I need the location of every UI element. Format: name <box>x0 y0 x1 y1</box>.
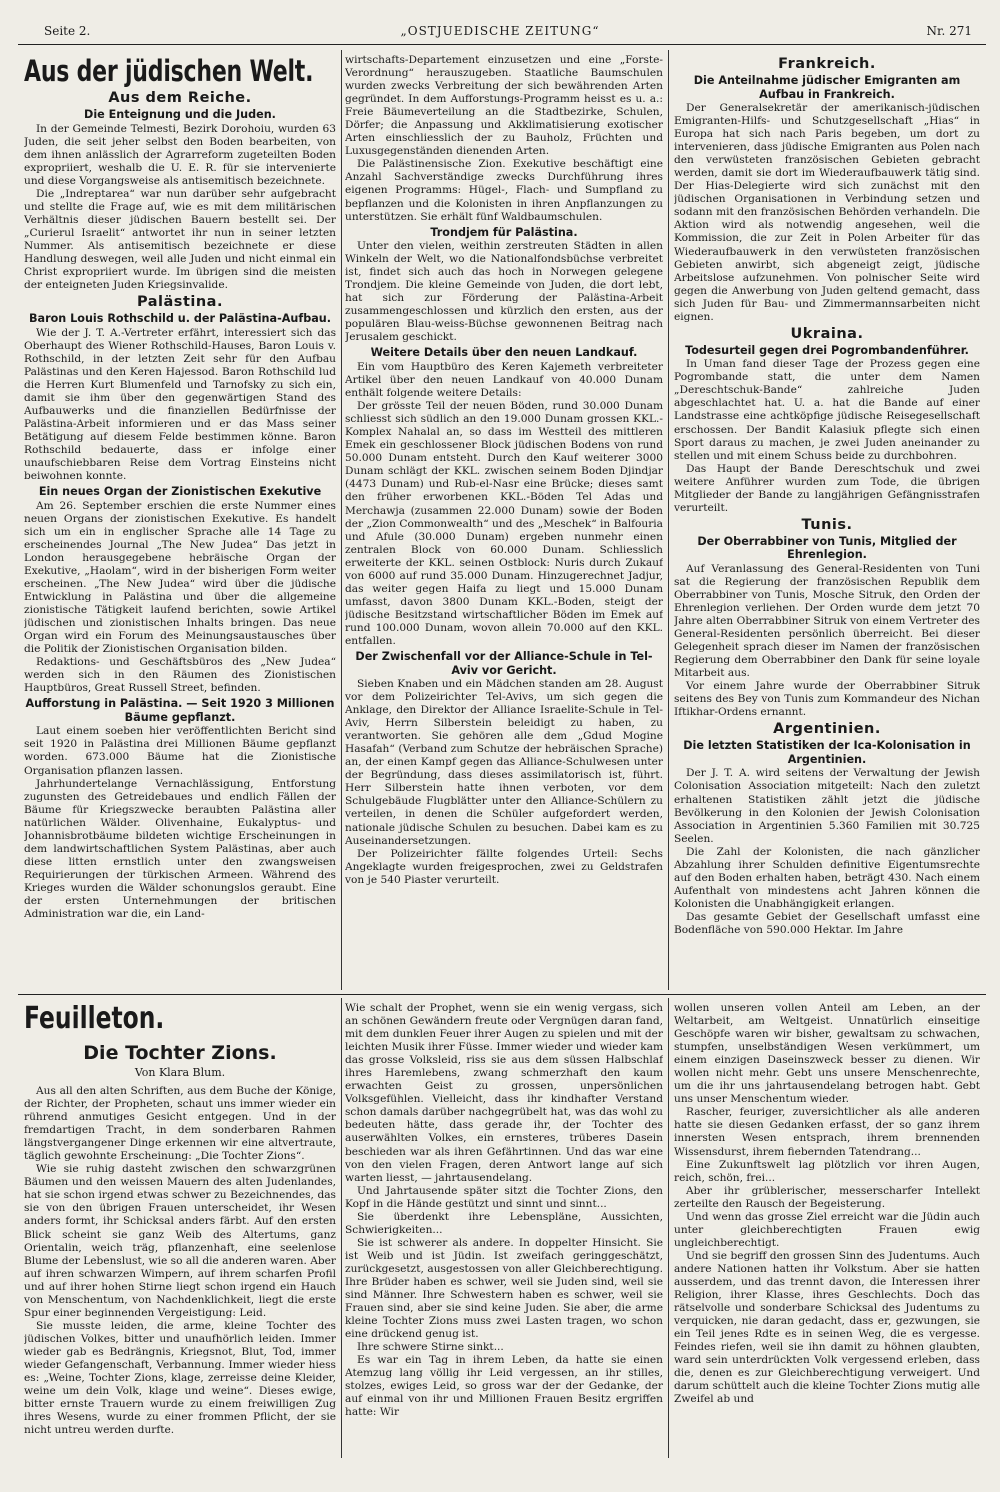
paragraph: Laut einem soeben hier veröffentlichten Bericht sind seit 1920 in Palästina drei Millionen Bäume gepflanzt worden. 673.000 Bäume hat die Zionistische Organisation pflanzen lassen. <box>24 725 336 777</box>
paragraph: Auf Veranlassung des General-Residenten von Tuni sat die Regierung der französischen Republik dem Oberrabbiner von Tunis, Mosche Sitruk, den Orden der Ehrenlegion verliehen. Der Orden wurde dem jetzt 70 Jahre alten Oberrabbiner Sitruk von einem Vertreter des General-Residenten persönlich überreicht. Bei dieser Gelegenheit sprach dieser im Namen der französischen Regierung dem Oberrabbiner den Dank für seine loyale Mitarbeit aus. <box>674 562 980 680</box>
paragraph: Das gesamte Gebiet der Gesellschaft umfasst eine Bodenfläche von 590.000 Hektar. Im Jahre <box>674 910 980 936</box>
paragraph: Sie musste leiden, die arme, kleine Tochter des jüdischen Volkes, bitter und unaufhörlich leiden. Immer wieder gab es Bedrängnis, Kriegsnot, Blut, Tod, immer wieder Gefangenschaft, Verbannung. Immer wieder hiess es: „Weine, Tochter Zions, klage, zerreisse deine Kleider, weine um dein Volk, klage und weine“. Dieses ewige, bitter ernste Trauern wurde zu einem freiwilligen Zug ihres Wesens, wurde zu einer frommen Pflicht, der sie nicht untreu werden durfte. <box>24 1319 336 1437</box>
paragraph: wirtschafts-Departement einzusetzen und eine „Forste-Verordnung“ herauszugeben. Staatliche Baumschulen wurden zwecks Verbreitung der sich bewährenden Arten gegründet. In dem Aufforstungs-Programm heisst es u. a.: Freie Bäumeverteilung an die Stadtbezirke, Schulen, Dörfer; die Anpassung und Akklimatisierung exotischer Arten einschliesslich der zu Bauholz, Früchten und Luxusgegenständen dienenden Arten. <box>345 54 663 158</box>
paragraph: Und sie begriff den grossen Sinn des Judentums. Auch andere Nationen hatten ihr Volkstum. Aber sie hatten ausserdem, und das trennt davon, die Interessen ihrer Religion, ihrer Klasse, ihres Geschlechts. Doch das rätselvolle und sonderbare Schicksal des Judentums zu verquicken, nie daran gedacht, dass er, gezwungen, sie ein Teil jenes Rdte es in seinen Weg, die es vergesse. Feindes riefen, weil sie ihn damit zu höhnen glaubten, ward sein unterdrückten Volk vergessend erleben, dass die, denen es zur Gleichberechtigung verweigert. Und darum schüttelt auch die kleine Tochter Zions mutig alle Zweifel ab und <box>674 1249 980 1406</box>
feuilleton-heading: Feuilleton. <box>24 1002 165 1036</box>
article-headline: Weitere Details über den neuen Landkauf. <box>370 346 638 360</box>
header-rule <box>18 44 986 45</box>
paragraph: Der grösste Teil der neuen Böden, rund 30.000 Dunam schliesst sich südlich an den 19.000 Dunam grossen KKL.-Komplex Nahalal an, so dass im Westteil des mittleren Emek ein geschlossener Block jüdischen Bodens von rund 50.000 Dunam entsteht. Durch den Kauf weiterer 3000 Dunam schlägt der KKL. zwischen seinem Boden Djindjar (4473 Dunam) und Rub-el-Nasr eine Brücke; dieses samt den früher erworbenen KKL.-Böden Tel Adas und Merchawja (zusammen 22.000 Dunam) sowie der Boden der „Zion Commonwealth“ und des „Meschek“ in Balfouria und Afule (30.000 Dunam) ergeben nunmehr einen zentralen Block von 60.000 Dunam. Schliesslich erweiterte der KKL. seinen Ostblock: Nuris durch Zukauf von 6000 auf rund 35.000 Dunam. Hinzugerechnet Jadjur, das weiter gegen Haifa zu liegt und 15.000 Dunam umfasst, davon 3800 Dunam KKL.-Boden, steigt der jüdische Besitzstand wirtschaftlicher Böden im Emek auf rund 100.000 Dunam, wovon allein 70.000 auf den KKL. entfallen. <box>345 400 663 647</box>
paragraph: Rascher, feuriger, zuversichtlicher als alle anderen hatte sie diesen Gedanken erfasst, der so ganz ihrem innersten Wesen entsprach, ihrem brennenden Wissensdurst, ihrem fiebernden Tatendrang... <box>674 1106 980 1158</box>
paragraph: Aber ihr grüblerischer, messerscharfer Intellekt zerteilte den Rausch der Begeisterung. <box>674 1184 980 1210</box>
column-rule <box>341 998 342 1458</box>
paragraph: Ein vom Hauptbüro des Keren Kajemeth verbreiteter Artikel über den neuen Landkauf von 40.000 Dunam enthält folgende weitere Details: <box>345 360 663 400</box>
column-right <box>674 54 980 992</box>
section-title: Aus dem Reiche. <box>108 90 252 106</box>
paragraph: Die Zahl der Kolonisten, die nach gänzlicher Abzahlung ihrer Schulden definitive Eigentumsrechte auf den Boden erhalten haben, beträgt 430. Nach einem Aufenthalt von mindestens acht Jahren können die Kolonisten die Unabhängigkeit erlangen. <box>674 845 980 910</box>
article-headline: Die letzten Statistiken der Ica-Kolonisation in Argentinien. <box>683 739 971 766</box>
article-headline: Der Zwischenfall vor der Alliance-Schule in Tel-Aviv vor Gericht. <box>355 650 653 677</box>
article-headline: Aufforstung in Palästina. — Seit 1920 3 Millionen Bäume gepflanzt. <box>25 697 335 724</box>
paragraph: Das Haupt der Bande Dereschtschuk und zwei weitere Anführer wurden zum Tode, die übrigen Mitglieder der Bande zu langjährigen Gefängnisstrafen verurteilt. <box>674 462 980 514</box>
column-rule <box>668 50 669 990</box>
section-headline: Aus der jüdischen Welt. <box>24 54 314 88</box>
paragraph: Sieben Knaben und ein Mädchen standen am 28. August vor dem Polizeirichter Tel-Avivs, um sich gegen die Anklage, den Direktor der Alliance Israelite-Schule in Tel-Aviv, Herrn Silberstein beleidigt zu haben, zu verantworten. Sie gehören alle dem „Gdud Mogine Hasafah“ (Verband zum Schutze der hebräischen Sprache) an, der einen Kampf gegen das Alliance-Schulwesen unter der Begründung, dass dieses assimilatorisch ist, führt. Herr Silberstein hatte ihnen verboten, vor dem Schulgebäude Flugblätter unter den Alliance-Schülern zu verteilen, in denen die Schüler aufgefordert werden, nationale jüdische Schulen zu besuchen. Dabei kam es zu Auseinandersetzungen. <box>345 678 663 847</box>
paragraph: Sie überdenkt ihre Lebenspläne, Aussichten, Schwierigkeiten... <box>345 1210 663 1236</box>
article-headline: Baron Louis Rothschild u. der Palästina-Aufbau. <box>29 312 331 326</box>
paragraph: Am 26. September erschien die erste Nummer eines neuen Organs der zionistischen Exekutive. Es handelt sich um ein in englischer Sprache alle 14 Tage zu erscheinendes Journal „The New Judea“ Das jetzt in London herausgegebene hebräische Organ der Exekutive, „Haolam“, wird in der bisherigen Form weiter erscheinen. „The New Judea“ wird über die jüdische Entwicklung in Palästina und über die allgemeine zionistische Tätigkeit laufend berichten, sowie Artikel jüdischen und zionistischen Inhalts bringen. Das neue Organ wird ein Forum des Meinungsaustausches über die Politik der Zionistischen Organisation bilden. <box>24 499 336 656</box>
paragraph: Eine Zukunftswelt lag plötzlich vor ihren Augen, reich, schön, frei... <box>674 1158 980 1184</box>
feuilleton-rule <box>18 994 986 995</box>
column-rule <box>668 998 669 1458</box>
paragraph: Der J. T. A. wird seitens der Verwaltung der Jewish Colonisation Association mitgeteilt: Nach den zuletzt erhaltenen Statistiken zählt jetzt die jüdische Bevölkerung in den Kolonien der Jewish Colonisation Association in Argentinien 5.360 Familien mit 30.725 Seelen. <box>674 767 980 845</box>
column-left <box>24 54 336 992</box>
feuilleton-column-left <box>24 1002 336 1458</box>
author-byline: Von Klara Blum. <box>134 1066 226 1079</box>
paragraph: Und Jahrtausende später sitzt die Tochter Zions, den Kopf in die Hände gestützt und sinnt und sinnt... <box>345 1184 663 1210</box>
feuilleton-column-right <box>674 1002 980 1458</box>
article-headline: Die Enteignung und die Juden. <box>84 108 276 121</box>
section-title: Tunis. <box>801 516 853 533</box>
page-number: Seite 2. <box>44 24 91 38</box>
paragraph: wollen unseren vollen Anteil am Leben, an der Weltarbeit, am Weltgeist. Unnatürlich einseitige Geschöpfe waren wir bisher, gewaltsam zu schwachen, stumpfen, unselbständigen Wesen verkümmert, um einem einzigen Daseinszweck besser zu dienen. Wir wollen nicht mehr. Gebt uns unsere Menschenrechte, um die ihr uns jahrtausendelang betrogen habt. Gebt uns unser Menschentum wieder. <box>674 1002 980 1106</box>
article-headline: Todesurteil gegen drei Pogrombandenführer. <box>685 343 969 357</box>
paragraph: Sie ist schwerer als andere. In doppelter Hinsicht. Sie ist Weib und ist Jüdin. Ist zweifach geringgeschätzt, zurückgesetzt, ausgestossen von aller Gleichberechtigung. Ihre Brüder haben es schwer, weil sie Juden sind, weil sie sind Männer. Ihre Schwestern haben es schwer, weil sie Frauen sind, aber sie sind keine Juden. Sie aber, die arme kleine Tochter Zions muss zwei Lasten tragen, wo schon eine drückend genug ist. <box>345 1236 663 1341</box>
paragraph: In Uman fand dieser Tage der Prozess gegen eine Pogrombande statt, die unter dem Namen „Dereschtschuk-Bande“ zahlreiche Juden abgeschlachtet hat. U. a. hat die Bande auf einer Landstrasse eine achtköpfige jüdische Reisegesellschaft erschossen. Der Bandit Kalasiuk pflegte sich einen Sport daraus zu machen, je zwei Juden aneinander zu stellen und mit einem Schuss beide zu durchbohren. <box>674 358 980 462</box>
paragraph: In der Gemeinde Telmesti, Bezirk Dorohoiu, wurden 63 Juden, die seit jeher selbst den Boden bearbeiten, von dem ihnen anlässlich der Agrarreform zugeteilten Boden expropriiert, weshalb die U. E. R. für sie intervenierte und diese Vorgangsweise als antisemitisch bezeichnete. <box>24 122 336 187</box>
paragraph: Es war ein Tag in ihrem Leben, da hatte sie einen Atemzug lang völlig ihr Leid vergessen, an ihr stilles, stolzes, ewiges Leid, so gross war der der Gedanke, der auf einmal von ihr und Millionen Frauen Besitz ergriffen hatte: Wir <box>345 1354 663 1419</box>
paragraph: Der Generalsekretär der amerikanisch-jüdischen Emigranten-Hilfs- und Schutzgesellschaft „Hias“ in Europa hat sich nach Paris begeben, um dort zu intervenieren, dass jüdische Emigranten aus Polen nach den verwüsteten französischen Gebieten gebracht werden, damit sie dort im Wiederaufbauwerk tätig sind. Der Hias-Delegierte wird sich zunächst mit den jüdischen Organisationen in Verbindung setzen und sodann mit den französischen Behörden verhandeln. Die Aktion wird als notwendig angesehen, weil die Kommission, die zur Zeit in Polen Arbeiter für das Wiederaufbauwerk in den verwüsteten französischen Gebieten anwirbt, sich abgeneigt zeigt, jüdische Arbeitslose aufzunehmen. Von polnischer Seite wird gegen die Anwerbung von Juden geltend gemacht, dass sich Juden für Bau- und Zimmermannsarbeiten nicht eignen. <box>674 102 980 323</box>
article-headline: Die Anteilnahme jüdischer Emigranten am Aufbau in Frankreich. <box>693 74 961 101</box>
paragraph: Und wenn das grosse Ziel erreicht war die Jüdin auch unter gleichberechtigten Frauen ewig ungleichberechtigt. <box>674 1210 980 1249</box>
article-headline: Trondjem für Palästina. <box>430 225 578 239</box>
story-title: Die Tochter Zions. <box>83 1042 277 1064</box>
feuilleton-column-middle <box>345 1002 663 1458</box>
issue-number: Nr. 271 <box>926 24 972 38</box>
column-rule <box>341 50 342 990</box>
section-title: Frankreich. <box>778 56 876 72</box>
section-title: Ukraina. <box>790 325 864 342</box>
paragraph: Jahrhundertelange Vernachlässigung, Entforstung zugunsten des Getreidebaues und endlich Fällen der Bäume für Kriegszwecke beraubten Palästina aller natürlichen Wälder. Olivenhaine, Eukalyptus- und Johannisbrotbäume bildeten wichtige Erscheinungen in dem landwirtschaftlichen System Palästinas, aber auch diese litten ernstlich unter den zwangsweisen Requirierungen der türkischen Armeen. Während des Krieges wurden die Wälder schonungslos geraubt. Eine der ersten Unternehmungen der britischen Administration war die, ein Land- <box>24 777 336 921</box>
paragraph: Wie sie ruhig dasteht zwischen den schwarzgrünen Bäumen und den weissen Mauern des alten Judenlandes, hat sie schon irgend etwas schwer zu Bezeichnendes, das sie von den übrigen Frauen unterscheidet, ihr Wesen anders formt, ihr Schicksal anders färbt. Auf den ersten Blick scheint sie ganz Weib des Altertums, ganz Orientalin, weich träg, pflanzenhaft, eine seelenlose Blume der Lebenslust, wie so all die anderen waren. Aber auf ihren schwarzen Wimpern, auf ihrem scharfen Profil und auf ihrer hohen Stirne liegt schon irgend ein Hauch von Menschentum, von Nachdenklichkeit, liegt die erste Spur einer beginnenden Vergeistigung: Leid. <box>24 1163 336 1319</box>
paragraph: Aus all den alten Schriften, aus dem Buche der Könige, der Richter, der Propheten, schaut uns immer wieder ein rührend anmutiges Gesicht entgegen. Und in der fremdartigen Tracht, in dem sonderbaren Rahmen längstvergangener Dinge erkennen wir eine altvertraute, täglich gewohnte Erscheinung: „Die Tochter Zions“. <box>24 1085 336 1163</box>
paragraph: Redaktions- und Geschäftsbüros des „New Judea“ werden sich in den Räumen des Zionistischen Hauptbüros, Great Russell Street, befinden. <box>24 656 336 695</box>
paragraph: Vor einem Jahre wurde der Oberrabbiner Sitruk seitens des Bey von Tunis zum Kommandeur des Nichan Iftikhar-Ordens ernannt. <box>674 680 980 719</box>
paragraph: Wie der J. T. A.-Vertreter erfährt, interessiert sich das Oberhaupt des Wiener Rothschild-Hauses, Baron Louis v. Rothschild, in der letzten Zeit sehr für den Aufbau Palästinas und den Keren Hajessod. Baron Rothschild lud die Herren Kurt Blumenfeld und Tarnofsky zu sich ein, damit sie ihm über den gegenwärtigen Stand des Aufbauwerks und die finanziellen Bedürfnisse der Palästina-Arbeit informieren und er das Mass seiner Betätigung auf diesem Felde bestimmen könne. Baron Rothschild bedauerte, dass er infolge einer unaufschiebbaren Reise dem Vortrag Einsteins nicht beiwohnen konnte. <box>24 326 336 483</box>
paragraph: Wie schalt der Prophet, wenn sie ein wenig vergass, sich an schönen Gewändern freute oder Vergnügen daran fand, mit dem dunklen Feuer ihrer Augen zu spielen und mit der leichten Musik ihrer Füsse. Immer wieder und wieder kam das grosse Volksleid, riss sie aus dem süssen Halbschlaf ihres Haremlebens, zwang schmerzhaft den kaum erwachten Geist zu grossen, unpersönlichen Volksgefühlen. Vielleicht, dass ihr kindhafter Verstand schon damals darüber nachgegrübelt hat, was das wohl zu bedeuten hätte, dass gerade ihr, der Tochter des auserwählten Volkes, ein ernsteres, trüberes Dasein beschieden war als ihren Gefährtinnen. Und das war eine von den vielen Fragen, deren Antwort lange auf sich warten liesst, — jahrtausendelang. <box>345 1002 663 1184</box>
section-title: Argentinien. <box>773 721 881 738</box>
paragraph: Der Polizeirichter fällte folgendes Urteil: Sechs Angeklagte wurden freigesprochen, zwei zu Geldstrafen von je 540 Piaster verurteilt. <box>345 847 663 886</box>
paragraph: Die „Indreptarea“ war nun darüber sehr aufgebracht und stellte die Frage auf, wie es mit dem militärischen Verhältnis dieser jüdischen Bauern bestellt sei. Der „Curierul Israelit“ antwortet ihr nun in seiner letzten Nummer. Als antisemitisch bezeichnete er diese Handlung deswegen, weil alle Juden und nicht einmal ein Christ expropriiert wurde. Im übrigen sind die meisten der enteigneten Juden Kriegsinvalide. <box>24 187 336 292</box>
article-headline: Der Oberrabbiner von Tunis, Mitglied der Ehrenlegion. <box>697 534 957 562</box>
paragraph: Ihre schwere Stirne sinkt... <box>357 1341 504 1354</box>
page-header <box>14 24 986 42</box>
paragraph: Unter den vielen, weithin zerstreuten Städten in allen Winkeln der Welt, wo die Nationalfondsbüchse verbreitet ist, findet sich auch das hoch in Norwegen gelegene Trondjem. Die kleine Gemeinde von Juden, die dort lebt, hat sich zur Förderung der Palästina-Arbeit zusammengeschlossen und kürzlich den ersten, aus der populären Blau-weiss-Büchse gewonnenen Beitrag nach Jerusalem geschickt. <box>345 240 663 344</box>
newspaper-title: „OSTJUEDISCHE ZEITUNG“ <box>400 24 600 38</box>
section-title: Palästina. <box>137 294 223 311</box>
article-headline: Ein neues Organ der Zionistischen Exekutive <box>38 485 322 499</box>
column-middle <box>345 54 663 992</box>
paragraph: Die Palästinensische Zion. Exekutive beschäftigt eine Anzahl Sachverständige zwecks Durchführung ihres eigenen Programms: Hügel-, Flach- und Sumpfland zu bepflanzen und die Kolonisten in ihren Anpflanzungen zu unterstützen. Sie erhält fünf Waldbaumschulen. <box>345 158 663 223</box>
